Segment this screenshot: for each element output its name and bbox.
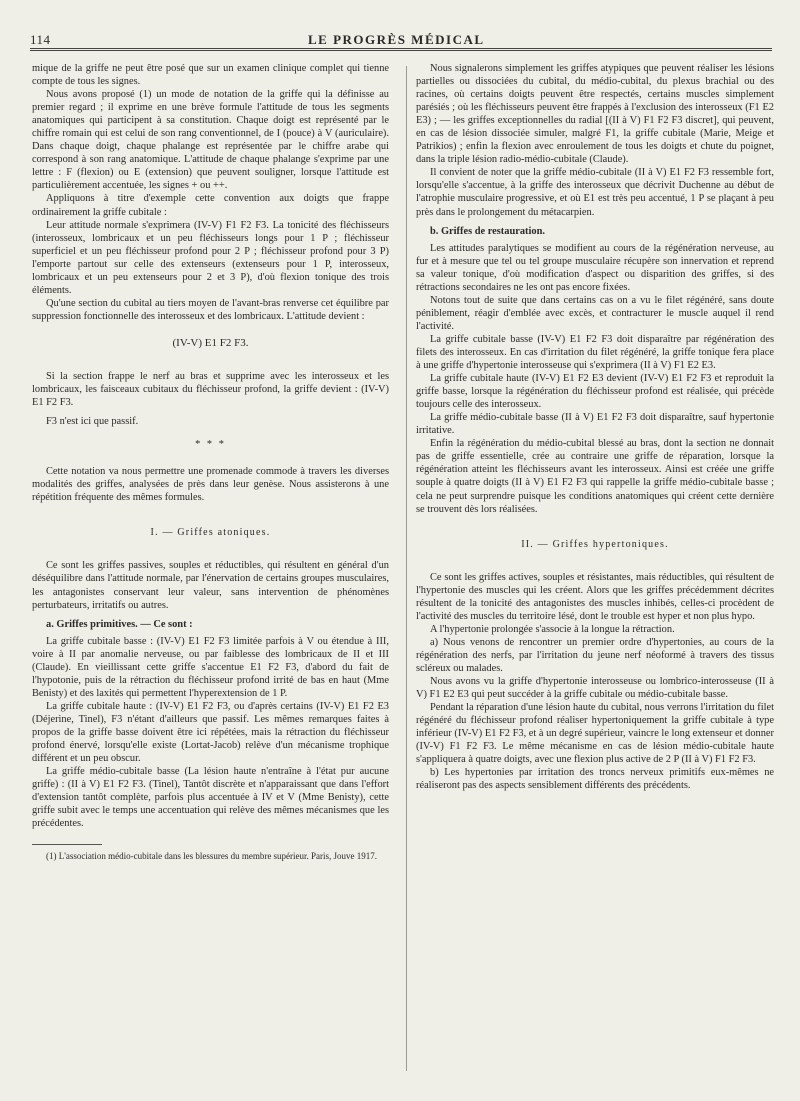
paragraph: Il convient de noter que la griffe médio-cubitale (II à V) E1 F2 F3 ressemble fort, lorsqu'elle s'accentue, à la griffe des interosseux que décrivit Duchenne au début de l'atrophie musculaire progressive, et où E1 est très peu accentué, 1 P se plaçant à peu près dans le prolongement du métacarpien. bbox=[416, 167, 774, 218]
paragraph: Ce sont les griffes actives, souples et résistantes, mais réductibles, qui résultent de l'hypertonie des muscles qui les créent. Alors que les griffes précédemment décrites résultent de la tonicité des antagonistes des muscles inhibés, celles-ci procèdent de l'activité des muscles du territoire lésé, dont le trouble est hyper et non plus hypo. bbox=[416, 571, 774, 622]
column-divider bbox=[406, 66, 407, 1071]
paragraph: Nous signalerons simplement les griffes atypiques que peuvent réaliser les lésions partielles ou dissociées du cubital, du médio-cubital, du plexus brachial ou des racines, où certains doigts peuvent être respectés, certains muscles simplement parésiés ; où les fléchisseurs peuvent être frappés à l'exclusion des interosseux (F1 E2 E3) ; — les griffes exceptionnelles du radial [(II à V) F1 F2 F3 discret], qui peuvent, en cas de lésion dissociée simuler, malgré F1, la griffe cubitale (Marie, Meige et Patrikios) ; enfin la flexion avec enroulement de tous les doigts et chute du poignet, dans la triple lésion radio-médio-cubitale (Claude). bbox=[416, 63, 774, 166]
section-heading: II. — Griffes hypertoniques. bbox=[521, 538, 669, 550]
paragraph: Ce sont les griffes passives, souples et réductibles, qui résultent en général d'un déséquilibre dans l'attitude normale, par l'énervation de certains groupes musculaires, les antagonistes conservant leur valeur, sans intervention de phénomènes perturbateurs, irritatifs ou autres. bbox=[32, 560, 389, 611]
paragraph: Nous avons vu la griffe d'hypertonie interosseuse ou lombrico-interosseuse (II à V) F1 E2 E3 qui peut succéder à la griffe cubitale ou médio-cubitale basse. bbox=[416, 676, 774, 701]
paragraph: La griffe cubitale haute (IV-V) E1 F2 E3 devient (IV-V) E1 F2 F3 et reproduit la griffe basse, lorsque la régénération du fléchisseur profond est réalisée, qui précède toujours celle des interosseux. bbox=[416, 373, 774, 411]
running-header bbox=[30, 26, 772, 51]
paragraph: a) Nous venons de rencontrer un premier ordre d'hypertonies, au cours de la régénération des nerfs, par l'irritation du jeune nerf néoformé à travers des tissus scléreux ou malades. bbox=[416, 636, 774, 674]
paragraph: b) Les hypertonies par irritation des troncs nerveux primitifs eux-mêmes ne réaliseront pas des aspects sensiblement différents des précédents. bbox=[416, 767, 774, 792]
journal-title: LE PROGRÈS MÉDICAL bbox=[308, 32, 485, 47]
footnote: (1) L'association médio-cubitale dans les blessures du membre supérieur. Paris, Jouve 1917. bbox=[46, 851, 378, 862]
paragraph: F3 n'est ici que passif. bbox=[46, 416, 139, 428]
paragraph: La griffe médio-cubitale basse (La lésion haute n'entraîne à l'état pur aucune griffe) : (II à V) E1 F2 F3. (Tinel), Tantôt discrète et n'apparaissant que dans l'effort d'extension tantôt complète, parfois plus accentuée à IV et V (Mme Benisty), cette griffe subit avec le temps une accentuation qui relève des mêmes mécanismes que les précédentes. bbox=[32, 766, 389, 830]
subsection-heading: b. Griffes de restauration. bbox=[430, 225, 545, 237]
section-break-stars: * * * bbox=[195, 439, 226, 451]
page-number: 114 bbox=[30, 32, 51, 47]
paragraph: La griffe cubitale basse : (IV-V) E1 F2 F3 limitée parfois à V ou étendue à III, voire à II par anomalie nerveuse, ou par faiblesse des lombricaux de II et III (Claude). En vieillissant cette griffe s'accentue E1 F2 F3, d'abord du fait de l'hypotonie, puis de la rétraction du fléchisseur profond irrité de bas en haut (Mme Benisty) et des laxités qui permettent l'hyperextension de 1 P. bbox=[32, 635, 389, 699]
paragraph: Si la section frappe le nerf au bras et supprime avec les interosseux et les lombricaux, les faisceaux cubitaux du fléchisseur profond, la griffe devient : (IV-V) E1 F2 F3. bbox=[32, 370, 389, 409]
paragraph: La griffe cubitale basse (IV-V) E1 F2 F3 doit disparaître par régénération des filets des interosseux. En cas d'irritation du filet régénéré, la griffe tonique fera place à une griffe d'hypertonie interosseuse qui s'exprimera (II à V) F1 E2 E3. bbox=[416, 333, 774, 372]
paragraph: Leur attitude normale s'exprimera (IV-V) F1 F2 F3. La tonicité des fléchisseurs (interosseux, lombricaux et un peu fléchisseurs longs pour 1 P ; fléchisseur superficiel et un peu fléchisseur profond pour 2 P ; fléchisseur profond pour 3 P) l'emporte partout sur celle des extenseurs (extenseurs pour 1 P, interosseux, lombricaux et un peu extenseurs pour 2 et 3 P), d'où flexion tonique des trois éléments. bbox=[32, 219, 389, 296]
paragraph: Enfin la régénération du médio-cubital blessé au bras, dont la section ne donnait pas de griffe essentielle, crée au contraire une griffe de réparation, lorsque la régénération atteint les fléchisseurs avant les interosseux. Ainsi est créée une griffe souple à quatre doigts (II à V) E1 F2 F3 qui rappelle la griffe médio-cubitale basse ; cela ne peut surprendre puisque les conditions anatomiques qui créent cette dernière se trouvent dès lors réalisées. bbox=[416, 438, 774, 515]
section-heading: I. — Griffes atoniques. bbox=[150, 527, 271, 539]
paragraph: Cette notation va nous permettre une promenade commode à travers les diverses modalités des griffes, analysées de près dans leur genèse. Nous assisterons à une répétition fréquente des mêmes formules. bbox=[32, 466, 389, 504]
paragraph: Pendant la réparation d'une lésion haute du cubital, nous verrons l'irritation du filet régénéré du fléchisseur profond réaliser hypertoniquement la griffe cubitale à type inférieur (IV-V) E1 F2 F3, et à un degré supérieur, vaincre le long extenseur et donner (IV-V) F1 F2 F3. Le même mécanisme en cas de lésion médio-cubitale haute s'appliquera à quatre doigts, avec une flexion plus active de 2 P (II à V) F1 F2 F3. bbox=[416, 702, 774, 766]
paragraph: Notons tout de suite que dans certains cas on a vu le filet régénéré, sans doute péniblement, réagir d'emblée avec excès, et contracturer le muscle auquel il rend l'activité. bbox=[416, 294, 774, 332]
paragraph: Qu'une section du cubital au tiers moyen de l'avant-bras renverse cet équilibre par suppression fonctionnelle des interosseux et des lombricaux. L'attitude devient : bbox=[32, 297, 389, 322]
paragraph: La griffe cubitale haute : (IV-V) E1 F2 F3, ou d'après certains (IV-V) E1 F2 E3 (Déjerine, Tinel), F3 n'étant d'ailleurs que passif. Les mêmes remarques faites à propos de la griffe basse doivent être ici répétées, mais la rétraction du fléchisseur profond énervé, lorsqu'elle existe (Lortat-Jacob) relève d'un mécanisme trophique différent et un peu obscur. bbox=[32, 700, 389, 765]
paragraph: Les attitudes paralytiques se modifient au cours de la régénération nerveuse, au fur et à mesure que tel ou tel groupe musculaire récupère son innervation et reprend sa valeur tonique, d'où modification d'aspect ou disparition des griffes, si des rétractions secondaires ne les ont pas encore fixées. bbox=[416, 242, 774, 293]
subsection-heading: a. Griffes primitives. — Ce sont : bbox=[46, 618, 193, 630]
left-column bbox=[32, 62, 389, 862]
paragraph: Nous avons proposé (1) un mode de notation de la griffe qui la définisse au premier regard ; il exprime en une brève formule l'attitude de tous les segments anatomiques qui participent à sa constitution. Chaque doigt est représenté par le chiffre romain qui est celui de son rang conventionnel, de I (pouce) à V (auriculaire). Dans chaque doigt, chaque phalange est représentée par le chiffre arabe qui correspond à son rang anatomique. L'attitude de chaque phalange s'exprime par une lettre : F (flexion) ou E (extension) que peuvent souligner, lorsque l'attitude est particulièrement accentuée, les signes + ou ++. bbox=[32, 89, 389, 192]
paragraph: La griffe médio-cubitale basse (II à V) E1 F2 F3 doit disparaître, sauf hypertonie irritative. bbox=[416, 412, 774, 437]
right-column bbox=[416, 62, 774, 792]
paragraph: mique de la griffe ne peut être posé que sur un examen clinique complet qui tienne compte de tous les signes. bbox=[32, 63, 389, 88]
formula: (IV-V) E1 F2 F3. bbox=[172, 336, 249, 349]
footnote-rule bbox=[32, 844, 102, 845]
paragraph: A l'hypertonie prolongée s'associe à la longue la rétraction. bbox=[430, 623, 675, 635]
paragraph: Appliquons à titre d'exemple cette convention aux doigts que frappe ordinairement la griffe cubitale : bbox=[32, 193, 389, 218]
